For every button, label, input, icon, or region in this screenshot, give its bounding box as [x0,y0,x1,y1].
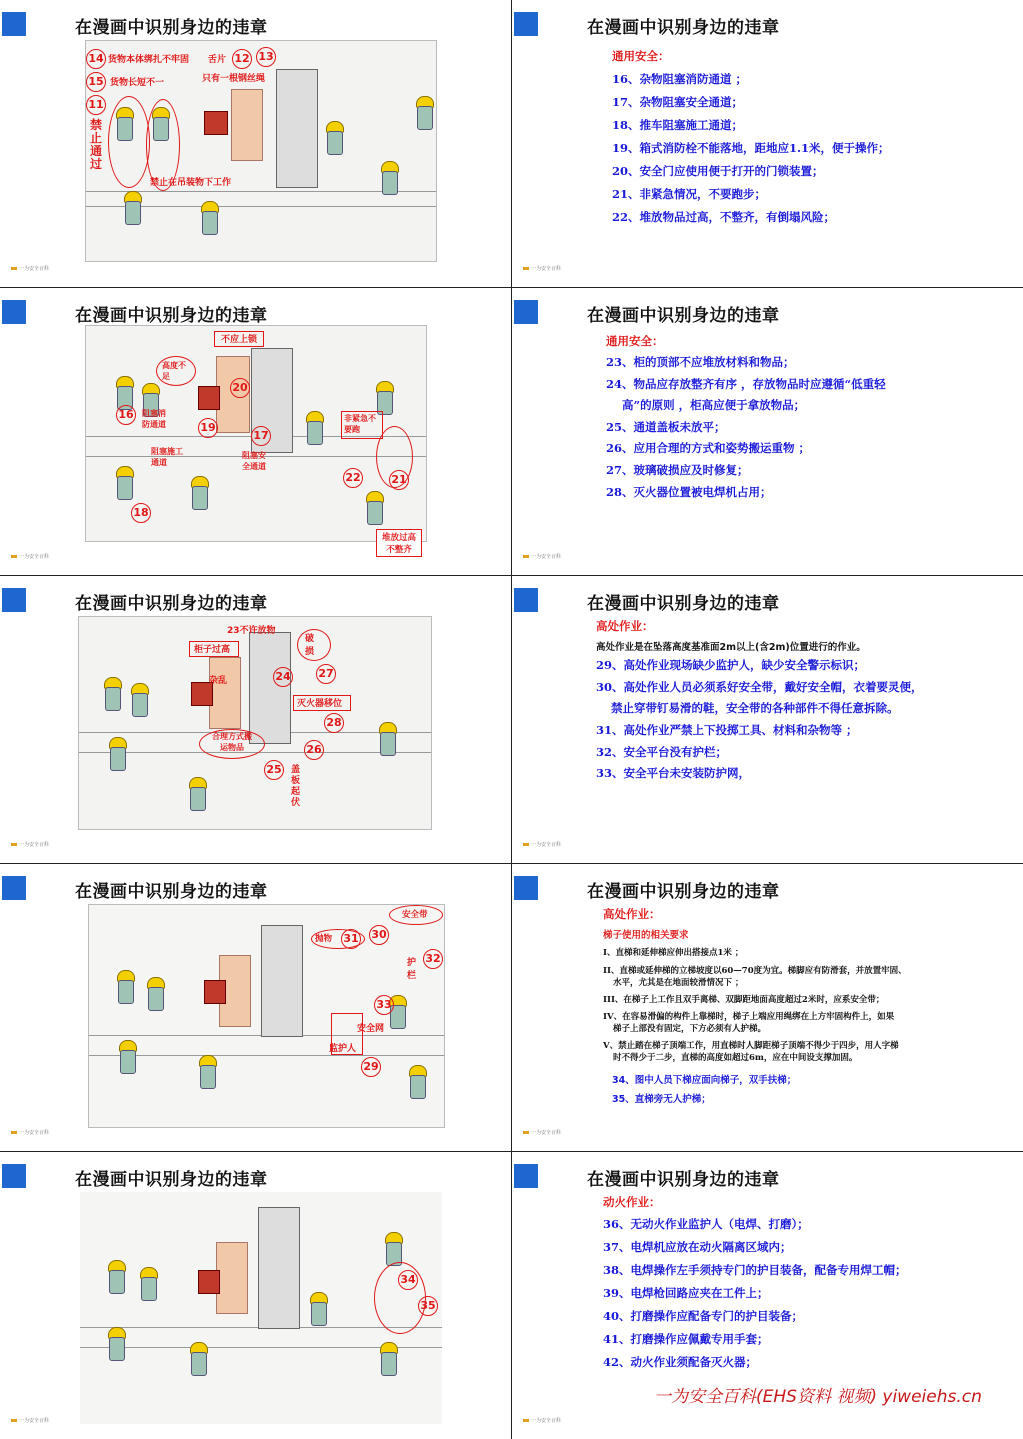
annotation: 非紧急不要跑 [344,414,376,434]
slide-accent-square [2,588,26,612]
annotation: 禁止通过 [90,118,103,171]
rule-item: 禁止穿带钉易滑的鞋，安全带的各种部件不得任意拆除。 [611,701,899,715]
slide-text-4[interactable] [512,864,1023,1151]
annotation: 护栏 [407,958,417,981]
slide-title: 在漫画中识别身边的违章 [75,18,268,38]
slide-cartoon-5[interactable] [0,1152,511,1439]
slide-title: 在漫画中识别身边的违章 [75,1170,268,1190]
annotation: 监护人 [329,1044,357,1054]
section-heading: 高处作业： [596,619,654,633]
slide-text-1[interactable] [512,0,1023,287]
ladder-rule: IV、在容易滑偏的构件上靠梯时，梯子上端应用绳绑在上方牢固构件上，如果 [603,1012,895,1022]
watermark-text: 一为安全百科(EHS资料 视频) yiweiehs.cn [654,1387,982,1407]
slide-title: 在漫画中识别身边的违章 [587,1170,780,1190]
footer-logo: 一为安全百科 [11,553,49,560]
annotation: 货物长短不一 [110,78,165,88]
rule-item: 31、高处作业严禁上下投掷工具、材料和杂物等 ； [596,723,858,737]
ladder-rule: II、直梯或延伸梯的立梯坡度以60—70度为宜。梯脚应有防滑套，并放置牢固、 [603,966,907,976]
annotation: 只有一根钢丝绳 [202,74,266,84]
annotation: 安全带 [402,910,428,920]
annotation-number: 14 [86,49,106,69]
slide-accent-square [514,300,538,324]
slide-text-2[interactable] [512,288,1023,575]
rule-item: 24、物品应存放整齐有序 ，存放物品时应遵循“低重轻 [606,377,886,391]
annotation-number: 12 [232,49,252,69]
rule-item: 23、柜的顶部不应堆放材料和物品； [606,355,795,369]
slide-accent-square [2,12,26,36]
slide-accent-square [2,1164,26,1188]
footer-logo: 一为安全百科 [523,1417,561,1424]
slide-accent-square [2,876,26,900]
ladder-rule: I、直梯和延伸梯应伸出搭接点1米 ； [603,948,744,958]
annotation: 破损 [305,634,315,657]
slide-accent-square [514,1164,538,1188]
rule-item: 39、电焊枪回路应夹在工件上； [603,1286,769,1300]
rule-item: 28、灭火器位置被电焊机占用； [606,485,772,499]
footer-logo: 一为安全百科 [11,1417,49,1424]
footer-logo: 一为安全百科 [11,841,49,848]
annotation-number: 17 [251,426,271,446]
footer-logo: 一为安全百科 [11,265,49,272]
section-intro: 高处作业是在坠落高度基准面2m以上(含2m)位置进行的作业。 [596,642,866,653]
annotation: 23不许放物 [227,626,276,636]
ladder-rule: V、禁止踏在梯子顶端工作，用直梯时人脚距梯子顶端不得少于四步，用人字梯 [603,1041,899,1051]
cartoon-illustration [88,904,445,1128]
slide-cartoon-3[interactable] [0,576,511,863]
slide-accent-square [514,588,538,612]
slide-accent-square [2,300,26,324]
slide-accent-square [514,12,538,36]
annotation-number: 19 [198,418,218,438]
annotation: 堆放过高不整齐 [381,533,416,555]
slide-cartoon-2[interactable] [0,288,511,575]
footer-logo: 一为安全百科 [523,553,561,560]
slide-cartoon-1[interactable] [0,0,511,287]
annotation-number: 31 [341,929,361,949]
rule-item: 42、动火作业须配备灭火器； [603,1355,758,1369]
slide-title: 在漫画中识别身边的违章 [75,882,268,902]
annotation: 阻塞施工通道 [151,447,183,467]
annotation-number: 27 [316,664,336,684]
annotation: 杂乱 [209,676,228,686]
annotation: 盖板起伏 [291,765,301,808]
annotation-number: 16 [116,405,136,425]
annotation: 抛物 [315,934,333,944]
footer-logo: 一为安全百科 [11,1129,49,1136]
annotation-number: 35 [418,1296,438,1316]
annotation-number: 26 [304,740,324,760]
section-heading: 高处作业： [603,907,661,921]
section-heading: 通用安全： [606,334,664,348]
annotation: 合理方式搬运物品 [212,732,252,752]
annotation-number: 30 [369,925,389,945]
rule-item: 37、电焊机应放在动火隔离区域内； [603,1240,792,1254]
annotation-number: 11 [86,95,106,115]
annotation: 阻塞消防通道 [142,409,166,429]
annotation: 货物本体绑扎不牢固 [108,55,190,65]
rule-item: 36、无动火作业监护人（电焊、打磨）； [603,1217,809,1231]
annotation: 禁止在吊装物下工作 [150,178,232,188]
annotation-number: 29 [361,1057,381,1077]
cartoon-illustration [78,616,432,830]
rule-item: 30、高处作业人员必须系好安全带，戴好安全帽，衣着要灵便， [596,680,923,694]
rule-item: 19、箱式消防栓不能落地，距地应1.1米，便于操作； [612,141,890,155]
footer-logo: 一为安全百科 [523,265,561,272]
annotation-number: 20 [230,378,250,398]
annotation: 灭火器移位 [297,699,343,709]
section-heading: 动火作业： [603,1195,661,1209]
annotation-number: 33 [374,995,394,1015]
annotation-number: 15 [86,72,106,92]
ladder-rule: 水平，尤其是在地面较滑情况下 ； [613,978,744,988]
annotation-circle [108,96,150,188]
annotation: 舌片 [208,55,227,65]
ladder-rule: III、在梯子上工作且双手离梯、双脚距地面高度超过2米时，应系安全带； [603,995,885,1005]
annotation-number: 22 [343,468,363,488]
annotation: 柜子过高 [194,645,231,655]
annotation-number: 18 [131,503,151,523]
slide-title: 在漫画中识别身边的违章 [587,882,780,902]
annotation: 阻塞安全通道 [242,451,266,471]
annotation-number: 25 [264,760,284,780]
rule-item: 35、直梯旁无人护梯； [612,1094,711,1105]
rule-item: 26、应用合理的方式和姿势搬运重物 ； [606,441,811,455]
rule-item: 32、安全平台没有护栏； [596,745,728,759]
ladder-rule: 梯子上部没有固定，下方必须有人护梯。 [613,1024,767,1034]
slide-title: 在漫画中识别身边的违章 [587,594,780,614]
section-heading: 通用安全： [612,49,670,63]
cartoon-illustration [80,1192,442,1424]
slide-title: 在漫画中识别身边的违章 [75,306,268,326]
rule-item: 29、高处作业现场缺少监护人，缺少安全警示标识； [596,658,866,672]
rule-item: 33、安全平台未安装防护网， [596,766,751,780]
slide-text-3[interactable] [512,576,1023,863]
slide-text-5[interactable] [512,1152,1023,1439]
slide-accent-square [514,876,538,900]
annotation-number: 34 [398,1270,418,1290]
rule-item: 16、杂物阻塞消防通道 ； [612,72,748,86]
rule-item: 34、图中人员下梯应面向梯子，双手扶梯； [612,1075,797,1086]
rule-item: 高”的原则 ，柜高应便于拿放物品； [622,398,806,412]
annotation: 高度不足 [162,361,186,381]
annotation-number: 28 [324,713,344,733]
slide-title: 在漫画中识别身边的违章 [587,306,780,326]
annotation-number: 13 [256,47,276,67]
rule-item: 40、打磨操作应配备专门的护目装备； [603,1309,804,1323]
annotation-number: 32 [423,949,443,969]
rule-item: 22、堆放物品过高，不整齐，有倒塌风险； [612,210,836,224]
slide-title: 在漫画中识别身边的违章 [587,18,780,38]
cartoon-illustration [85,325,427,555]
footer-logo: 一为安全百科 [523,1129,561,1136]
annotation: 不应上锁 [221,335,258,345]
rule-item: 25、通道盖板未放平； [606,420,726,434]
annotation-number: 21 [389,470,409,490]
rule-item: 21、非紧急情况，不要跑步； [612,187,767,201]
footer-logo: 一为安全百科 [523,841,561,848]
rule-item: 18、推车阻塞施工通道； [612,118,744,132]
cartoon-illustration [85,40,437,262]
annotation: 安全网 [357,1024,385,1034]
ladder-rule: 时不得少于二步，直梯的高度如超过6m，应在中间设支撑加固。 [613,1053,858,1063]
rule-item: 20、安全门应使用便于打开的门锁装置； [612,164,824,178]
slide-title: 在漫画中识别身边的违章 [75,594,268,614]
rule-item: 17、杂物阻塞安全通道； [612,95,744,109]
rule-item: 38、电焊操作左手须持专门的护目装备，配备专用焊工帽； [603,1263,907,1277]
slide-cartoon-4[interactable] [0,864,511,1151]
annotation-number: 24 [273,667,293,687]
rule-item: 27、玻璃破损应及时修复； [606,463,749,477]
rule-item: 41、打磨操作应佩戴专用手套； [603,1332,769,1346]
subsection-heading: 梯子使用的相关要求 [603,930,689,941]
